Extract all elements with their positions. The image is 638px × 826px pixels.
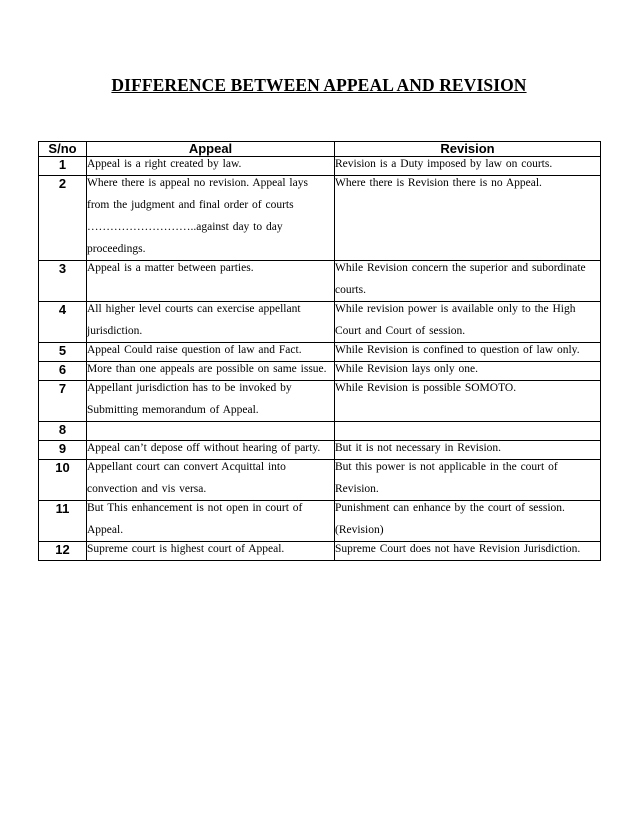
table-row — [39, 460, 601, 501]
row-appeal — [87, 176, 335, 261]
row-appeal — [87, 261, 335, 302]
row-revision — [335, 176, 601, 261]
row-revision — [335, 381, 601, 422]
row-revision-text: While Revision is possible SOMOTO. — [335, 382, 517, 394]
header-appeal: Appeal — [87, 142, 335, 157]
row-revision-text: While Revision concern the superior and subordinate courts. — [335, 262, 586, 296]
row-appeal-text: Appeal is a right created by law. — [87, 158, 242, 170]
row-sno: 12 — [39, 542, 87, 561]
row-sno: 10 — [39, 460, 87, 501]
row-appeal-text: Where there is appeal no revision. Appeal lays from the judgment and final order of courts ………………………..against day to day proceedings. — [87, 177, 308, 255]
row-sno: 6 — [39, 362, 87, 381]
row-revision-text: Punishment can enhance by the court of session.(Revision) — [335, 502, 565, 536]
row-revision — [335, 261, 601, 302]
row-revision — [335, 542, 601, 561]
row-sno: 11 — [39, 501, 87, 542]
row-sno: 9 — [39, 441, 87, 460]
row-revision-text: While Revision is confined to question of law only. — [335, 344, 580, 356]
row-appeal-text: More than one appeals are possible on same issue. — [87, 363, 327, 375]
row-sno: 3 — [39, 261, 87, 302]
table-row — [39, 176, 601, 261]
table-row — [39, 302, 601, 343]
row-sno: 1 — [39, 157, 87, 176]
row-appeal — [87, 381, 335, 422]
row-revision-text: While Revision lays only one. — [335, 363, 478, 375]
row-sno: 8 — [39, 422, 87, 441]
row-sno: 4 — [39, 302, 87, 343]
table-row — [39, 261, 601, 302]
row-appeal-text: All higher level courts can exercise appellant jurisdiction. — [87, 303, 301, 337]
row-appeal — [87, 302, 335, 343]
row-appeal — [87, 542, 335, 561]
row-revision-text: While revision power is available only to the High Court and Court of session. — [335, 303, 576, 337]
header-revision: Revision — [335, 142, 601, 157]
row-appeal — [87, 460, 335, 501]
row-sno: 2 — [39, 176, 87, 261]
row-revision-text: But it is not necessary in Revision. — [335, 442, 502, 454]
table-row — [39, 542, 601, 561]
table-row — [39, 501, 601, 542]
row-revision — [335, 501, 601, 542]
row-appeal — [87, 501, 335, 542]
header-sno: S/no — [39, 142, 87, 157]
row-appeal-text: But This enhancement is not open in court of Appeal. — [87, 502, 303, 536]
row-revision — [335, 302, 601, 343]
row-appeal-text: Appellant court can convert Acquittal into convection and vis versa. — [87, 461, 286, 495]
table-row — [39, 381, 601, 422]
row-revision-text: Where there is Revision there is no Appeal. — [335, 177, 542, 189]
row-revision-text: But this power is not applicable in the court of Revision. — [335, 461, 558, 495]
row-revision — [335, 460, 601, 501]
row-sno: 5 — [39, 343, 87, 362]
row-appeal-text: Appeal Could raise question of law and Fact. — [87, 344, 302, 356]
row-appeal-text: Appellant jurisdiction has to be invoked by Submitting memorandum of Appeal. — [87, 382, 292, 416]
row-revision-text: Supreme Court does not have Revision Jurisdiction. — [335, 543, 581, 555]
row-revision-text: Revision is a Duty imposed by law on courts. — [335, 158, 553, 170]
row-appeal-text: Supreme court is highest court of Appeal. — [87, 543, 285, 555]
comparison-table — [38, 141, 601, 561]
document-title: DIFFERENCE BETWEEN APPEAL AND REVISION — [111, 75, 527, 95]
row-appeal-text: Appeal can’t depose off without hearing of party. — [87, 442, 321, 454]
row-appeal-text: Appeal is a matter between parties. — [87, 262, 254, 274]
row-sno: 7 — [39, 381, 87, 422]
